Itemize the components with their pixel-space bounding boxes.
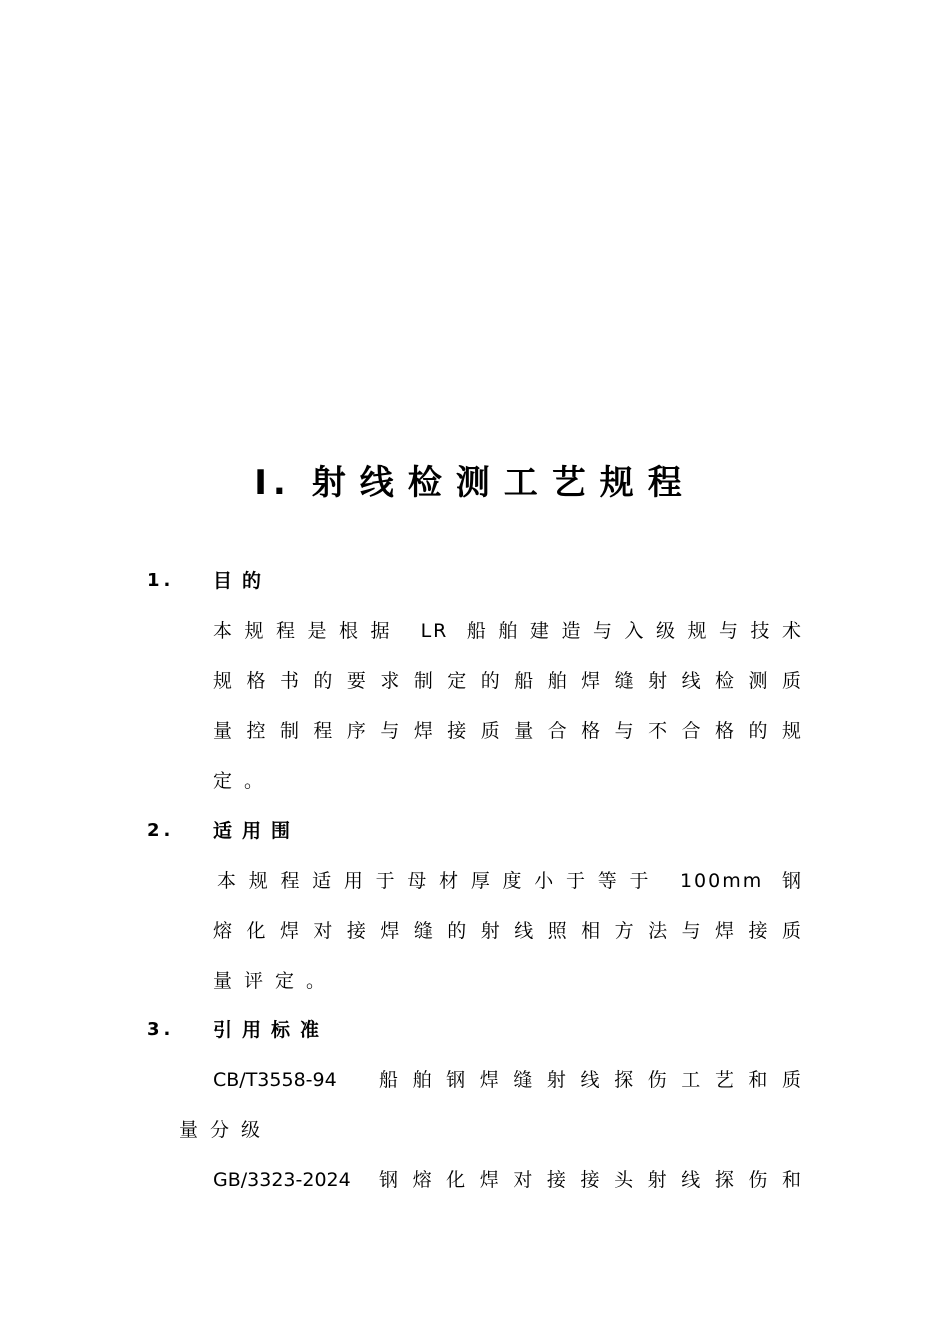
standard-row (213, 1065, 803, 1095)
standard-description: 钢熔化焊对接接头射线探伤和 (379, 1169, 803, 1191)
section-2-number: 2. (147, 820, 175, 841)
section-1-line-4: 定。 (213, 770, 276, 792)
standard-code: CB/T3558-94 (213, 1069, 337, 1091)
section-3-heading: 引用标准 (213, 1019, 330, 1041)
document-title (0, 458, 950, 508)
section-2-line-2: 熔化焊对接焊缝的射线照相方法与焊接质 (213, 920, 803, 942)
section-2-line-3: 量评定。 (213, 970, 338, 992)
standard-code: GB/3323-2024 (213, 1169, 351, 1191)
section-3-number: 3. (147, 1019, 175, 1040)
section-1-line-2: 规格书的要求制定的船舶焊缝射线检测质 (213, 670, 803, 692)
standard-description-continuation: 量分级 (179, 1119, 273, 1141)
section-1-number: 1. (147, 570, 175, 591)
section-1-line-1: 本规程是根据 LR 船舶建造与入级规与技术 (213, 620, 803, 642)
title-text: 射线检测工艺规程 (311, 463, 696, 503)
title-number: I. (254, 463, 292, 503)
section-2-heading: 适用围 (213, 820, 301, 842)
standard-row (213, 1165, 803, 1195)
section-2-line-1: 本规程适用于母材厚度小于等于 100mm 钢 (217, 870, 803, 892)
section-1-line-3: 量控制程序与焊接质量合格与不合格的规 (213, 720, 803, 742)
standard-description: 船舶钢焊缝射线探伤工艺和质 (379, 1069, 803, 1091)
section-1-heading: 目的 (213, 570, 272, 592)
